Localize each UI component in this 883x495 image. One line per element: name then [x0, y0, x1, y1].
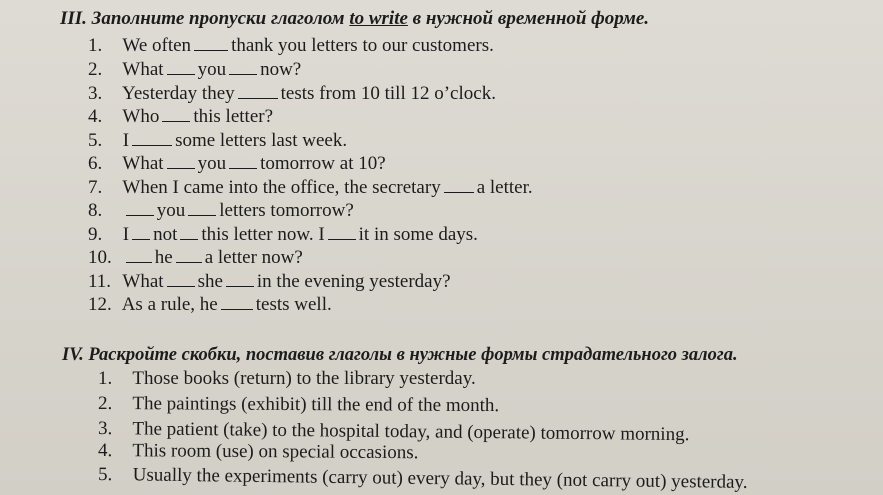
exercise-4-item-1: 1. Those books (return) to the library yesterday.	[98, 368, 476, 389]
blank	[126, 247, 152, 263]
exercise-3-item-1: 1. We often thank you letters to our customers.	[88, 35, 494, 56]
section-3-heading	[60, 8, 649, 30]
section-3-heading-verb: to write	[349, 8, 408, 29]
blank	[238, 83, 278, 99]
blank	[229, 153, 257, 169]
section-4-heading: IV. Раскройте скобки, поставив глаголы в нужные формы страдательного залога.	[62, 345, 738, 365]
blank	[167, 271, 195, 287]
blank	[126, 200, 154, 216]
exercise-3-item-9: 9. I not this letter now. I it in some days.	[88, 224, 478, 245]
exercise-3-item-6: 6. What you tomorrow at 10?	[88, 153, 386, 174]
section-3-heading-part2: в нужной временной форме.	[407, 8, 650, 29]
exercise-4-item-4: 4. This room (use) on special occasions.	[97, 440, 419, 464]
blank	[328, 224, 356, 240]
exercise-4-item-5: 5. Usually the experiments (carry out) every day, but they (not carry out) yesterday.	[97, 464, 748, 493]
blank	[444, 177, 474, 193]
blank	[132, 224, 150, 240]
exercise-3-item-2: 2. What you now?	[88, 59, 302, 80]
exercise-3-item-8: 8. you letters tomorrow?	[88, 200, 354, 221]
blank	[132, 130, 172, 146]
blank	[176, 247, 202, 263]
exercise-3-item-5: 5. I some letters last week.	[88, 130, 348, 151]
blank	[194, 35, 228, 51]
section-3-heading-part1: III. Заполните пропуски глаголом	[60, 8, 350, 29]
blank	[167, 59, 195, 75]
blank	[221, 294, 253, 310]
exercise-3-item-3: 3. Yesterday they tests from 10 till 12 o’clock.	[88, 83, 496, 104]
blank	[167, 153, 195, 169]
blank	[180, 224, 198, 240]
exercise-3-item-4: 4. Who this letter?	[88, 106, 274, 127]
exercise-4-item-2: 2. The paintings (exhibit) till the end of the month.	[97, 393, 500, 417]
exercise-3-item-11: 11. What she in the evening yesterday?	[88, 271, 451, 292]
exercise-3-item-12: 12. As a rule, he tests well.	[88, 294, 332, 315]
exercise-3-item-10: 10. he a letter now?	[88, 247, 303, 268]
blank	[226, 271, 254, 287]
exercise-4-item-3: 3. The patient (take) to the hospital today, and (operate) tomorrow morning.	[97, 418, 690, 446]
blank	[162, 106, 190, 122]
exercise-3-item-7: 7. When I came into the office, the secretary a letter.	[88, 177, 533, 198]
blank	[229, 59, 257, 75]
blank	[188, 200, 216, 216]
